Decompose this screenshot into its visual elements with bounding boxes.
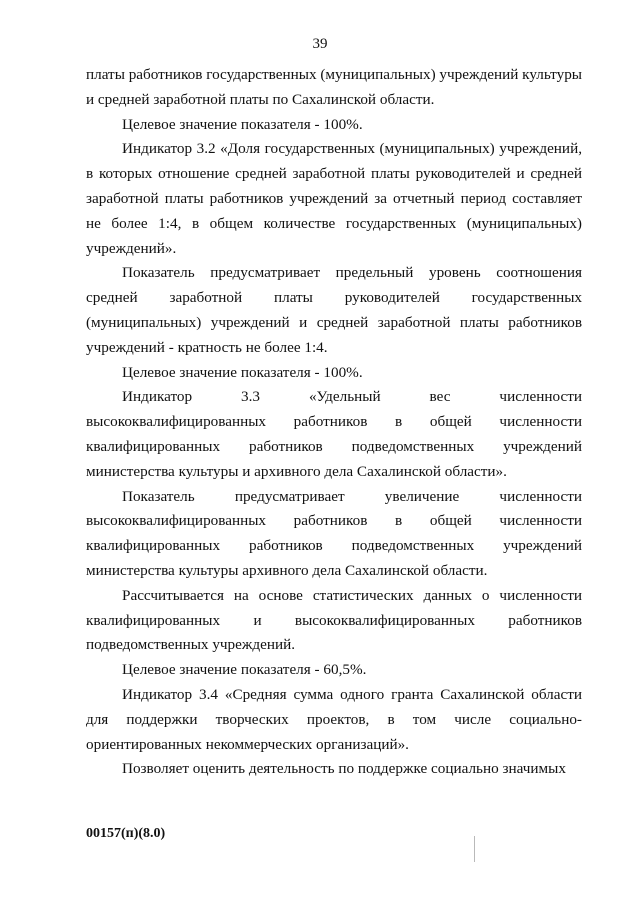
paragraph-10: Индикатор 3.4 «Средняя сумма одного гранта Сахалинской области для поддержки творческих проектов, в том числе социально-ориентированных некоммерческих организаций».	[86, 685, 582, 753]
paragraph-7: Показатель предусматривает увеличение численности высококвалифицированных работников в общей численности квалифицированных работников подведомственных учреждений министерства культуры архивного дела Сахалинской области.	[86, 487, 582, 579]
paragraph-3: Индикатор 3.2 «Доля государственных (муниципальных) учреждений, в которых отношение средней заработной платы руководителей и средней заработной платы работников учреждений за отчетный период составляет не более 1:4, в общем количестве государственных (муниципальных) учреждений».	[86, 140, 582, 257]
scan-mark	[474, 836, 475, 862]
document-code: 00157(п)(8.0)	[86, 826, 166, 841]
paragraph-2: Целевое значение показателя - 100%.	[122, 115, 363, 133]
paragraph-4: Показатель предусматривает предельный уровень соотношения средней заработной платы руководителей государственных (муниципальных) учреждений и средней заработной платы работников учреждений - кратность не более 1:4.	[86, 264, 582, 356]
page-number: 39	[312, 36, 328, 52]
paragraph-1: платы работников государственных (муниципальных) учреждений культуры и средней заработной платы по Сахалинской области.	[86, 66, 582, 108]
paragraph-8: Рассчитывается на основе статистических данных о численности квалифицированных и высококвалифицированных работников подведомственных учреждений.	[86, 586, 582, 654]
body-text	[86, 63, 582, 782]
paragraph-6: Индикатор 3.3 «Удельный вес численности высококвалифицированных работников в общей численности квалифицированных работников подведомственных учреждений министерства культуры и архивного дела Сахалинской области».	[86, 388, 582, 480]
paragraph-11: Позволяет оценить деятельность по поддержке социально значимых	[122, 760, 566, 778]
paragraph-5: Целевое значение показателя - 100%.	[122, 363, 363, 381]
paragraph-9: Целевое значение показателя - 60,5%.	[122, 661, 367, 679]
